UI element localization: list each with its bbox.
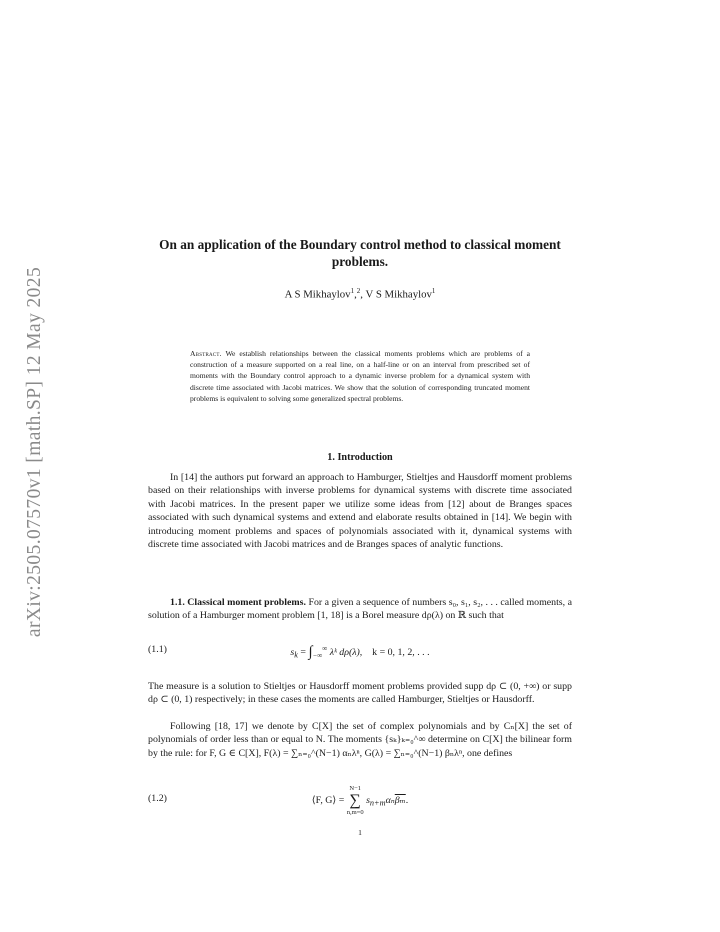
abstract-label: Abstract. [190, 349, 222, 358]
sum-lower: n,m=0 [346, 809, 364, 816]
page-number: 1 [358, 828, 362, 837]
arxiv-stamp [18, 247, 52, 657]
equation-number: (1.1) [148, 644, 167, 655]
equation-expression: $s_k = \int_{-\infty}^\infty$ λᵏ dρ(λ), k = 0, 1, 2, . . . [290, 644, 430, 660]
eq-term-alpha: αₙ [385, 794, 395, 806]
integral-sign: ∫ [308, 644, 313, 660]
integral-lower: −∞ [312, 651, 323, 660]
sum-operator [347, 784, 364, 817]
arxiv-stamp-text: arXiv:2505.07570v1 [math.SP] 12 May 2025 [24, 266, 45, 638]
eq-term-conj: $\overline{\beta_m}$ [394, 794, 406, 806]
sum-sign: ∑ [349, 792, 361, 809]
author-1-affil-2: 2 [356, 287, 361, 295]
eq-term-sub: n+m [369, 798, 386, 808]
integral-upper: ∞ [322, 644, 328, 653]
author-1-affil: 1 [350, 287, 355, 295]
eq-lhs-sub: k [294, 650, 298, 660]
subsection-paragraph [148, 596, 572, 623]
paper-title: On an application of the Boundary control method to classical moment problems. [159, 237, 561, 269]
equation-number: (1.2) [148, 793, 167, 804]
eq-rhs: λᵏ dρ(λ), [329, 646, 363, 658]
intro-paragraph: In [14] the authors put forward an approach to Hamburger, Stieltjes and Hausdorff moment problems based on their relationships with inverse problems for dynamical systems with discrete time associated with Jacobi matrices. In the present paper we utilize some ideas from [12] about de Branges spaces associated with such dynamical systems and extend and elaborate results obtained in [14]. We begin with introducing moment problems and spaces of polynomials associated with it, dynamical systems with discrete time associated with Jacobi matrices and de Branges spaces of analytic functions. [148, 472, 572, 551]
eq-period: . [405, 794, 409, 806]
eq-lhs: s [290, 646, 295, 658]
subsection-text: For a given a sequence of numbers s₀, s₁, s₂, . . . called moments, a solution of a Hamburger moment problem [1, 18] is a Borel measure dρ(λ) on ℝ such that [148, 597, 573, 622]
sum-upper: N−1 [349, 785, 361, 792]
abstract [190, 348, 530, 404]
eq-term: s [366, 794, 370, 806]
author-line: A S Mikhaylov$^1$,$^2$, V S Mikhaylov$^1$ [284, 287, 436, 301]
author-1: A S Mikhaylov [284, 288, 351, 301]
author-2-affil: 1 [431, 287, 436, 295]
measure-paragraph: The measure is a solution to Stieltjes or Hausdorff moment problems provided supp dρ ⊂ (0, +∞) or supp dρ ⊂ (0, 1) respectively; in these cases the moments are called Hamburger, Stieltjes or Hausdorff. [148, 681, 572, 706]
equation-expression [148, 784, 572, 817]
eq-condition: k = 0, 1, 2, . . . [372, 646, 430, 658]
abstract-text: We establish relationships between the classical moments problems which are problems of a construction of a measure supported on a real line, on a half-line or on an interval from prescribed set of moments with the Boundary control approach to a dynamic inverse problem for a dynamical system with discrete time associated with Jacobi matrices. We show that the solution of corresponding truncated moment problems is equivalent to solving some generalized spectral problems. [190, 349, 531, 403]
bilinear-paragraph: Following [18, 17] we denote by C[X] the set of complex polynomials and by Cₙ[X] the set of polynomials of order less than or equal to N. The moments {sₖ}ₖ₌₀^∞ determine on C[X] the bilinear form by the rule: for F, G ∈ C[X], F(λ) = ∑ₙ₌₀^(N−1) αₙλⁿ, G(λ) = ∑ₙ₌₀^(N−1) βₙλⁿ, one defines [148, 721, 572, 759]
author-2: V S Mikhaylov [365, 288, 432, 301]
subsection-heading: 1.1. Classical moment problems. [170, 597, 306, 608]
eq-lhs: ⟨F, G⟩ = [311, 794, 345, 806]
section-heading: 1. Introduction [327, 452, 393, 463]
